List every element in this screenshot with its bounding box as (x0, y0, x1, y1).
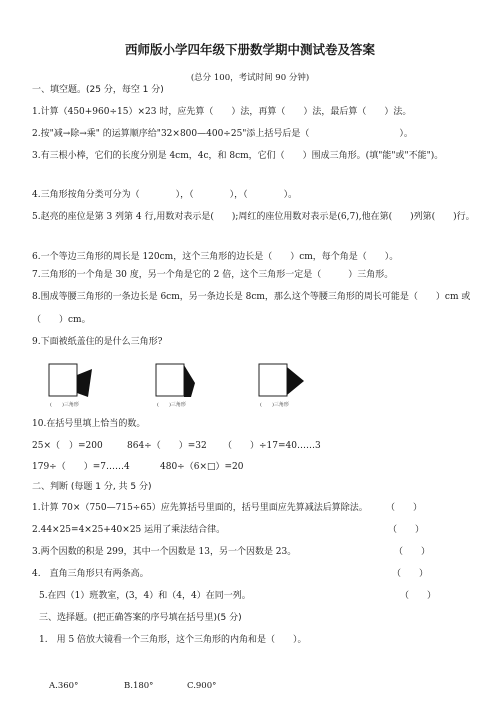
choice-option-b: B.180° (124, 681, 154, 691)
judge-mark-2: （ ） (388, 525, 425, 535)
judge-question-1: 1.计算 70×（750—715÷65）应先算括号里面的，括号里面应先算减法后算除法。 (32, 503, 368, 513)
judge-question-3: 3.两个因数的积是 299，其中一个因数是 13，另一个因数是 23。 (32, 547, 297, 557)
section-choice-heading: 三、选择题。(把正确答案的序号填在括号里)(5 分) (39, 613, 242, 623)
q10-row1-item1: 25×（ ）=200 (32, 441, 103, 451)
fill-question-8: 8.围成等腰三角形的一条边长是 6cm，另一条边长是 8cm，那么这个等腰三角形的周长可能是（ ）cm 或（ ）cm。 (32, 292, 471, 325)
choice-option-a: A.360° (49, 681, 79, 691)
fill-question-1: 1.计算（450+960÷15）×23 时，应先算（ ）法，再算（ ）法，最后算（ ）法。 (32, 107, 412, 117)
choice-option-c: C.900° (187, 681, 217, 691)
q10-row2-item1: 179÷（ ）=7……4 (32, 462, 130, 472)
fill-question-4: 4.三角形按角分类可分为（ ），（ ），（ ）。 (32, 190, 298, 200)
choice-question-1: 1. 用 5 倍放大镜看一个三角形，这个三角形的内角和是（ ）。 (39, 635, 307, 645)
figure-2-label: ( )三角形 (157, 402, 186, 408)
exam-subtitle: (总分 100，考试时间 90 分钟) (190, 73, 310, 83)
judge-mark-3: （ ） (394, 547, 431, 557)
q10-row1-item3: （ ）÷17=40……3 (223, 441, 321, 451)
figure-1-label: ( )三角形 (50, 402, 79, 408)
q10-row2-item2: 480÷（6×□）=20 (160, 462, 244, 472)
fill-question-5: 5.赵亮的座位是第 3 列第 4 行,用数对表示是( );周红的座位用数对表示是(6,7),他在第( )列第( )行。 (32, 212, 475, 222)
judge-mark-1: （ ） (386, 503, 423, 513)
section-judge-heading: 二、判断 (每题 1 分, 共 5 分) (32, 482, 152, 492)
judge-question-2: 2.44×25=4×25+40×25 运用了乘法结合律。 (32, 525, 226, 535)
figure-3-label: ( )三角形 (260, 402, 289, 408)
page-title: 西师版小学四年级下册数学期中测试卷及答案 (124, 42, 375, 57)
fill-question-6: 6.一个等边三角形的周长是 120cm，这个三角形的边长是（ ）cm，每个角是（ ）。 (32, 252, 399, 262)
q10-row1-item2: 864÷（ ）=32 (127, 441, 207, 451)
fill-question-9: 9.下面被纸盖住的是什么三角形? (32, 337, 163, 347)
fill-question-3: 3.有三根小棒，它们的长度分别是 4cm，4c，和 8cm，它们（ ）围成三角形。(填"能"或"不能")。 (32, 151, 444, 161)
covered-triangle-figure-2 (155, 363, 235, 411)
fill-question-7: 7.三角形的一个角是 30 度，另一个角是它的 2 倍，这个三角形一定是（ ）三角形。 (32, 270, 394, 280)
judge-mark-5: （ ） (400, 591, 437, 601)
covered-triangle-figure-3 (258, 363, 338, 411)
judge-mark-4: （ ） (392, 569, 429, 579)
covered-triangle-figure-1 (48, 363, 128, 411)
fill-question-10: 10.在括号里填上恰当的数。 (32, 419, 146, 429)
judge-question-5: 5.在四（1）班教室，(3，4）和（4，4）在同一列。 (39, 591, 251, 601)
fill-question-2: 2.按"减→除→乘" 的运算顺序给"32×800—400÷25"添上括号后是（ ）。 (32, 129, 413, 139)
judge-question-4: 4. 直角三角形只有两条高。 (32, 569, 149, 579)
section-fill-heading: 一、填空题。(25 分，每空 1 分) (32, 85, 164, 95)
